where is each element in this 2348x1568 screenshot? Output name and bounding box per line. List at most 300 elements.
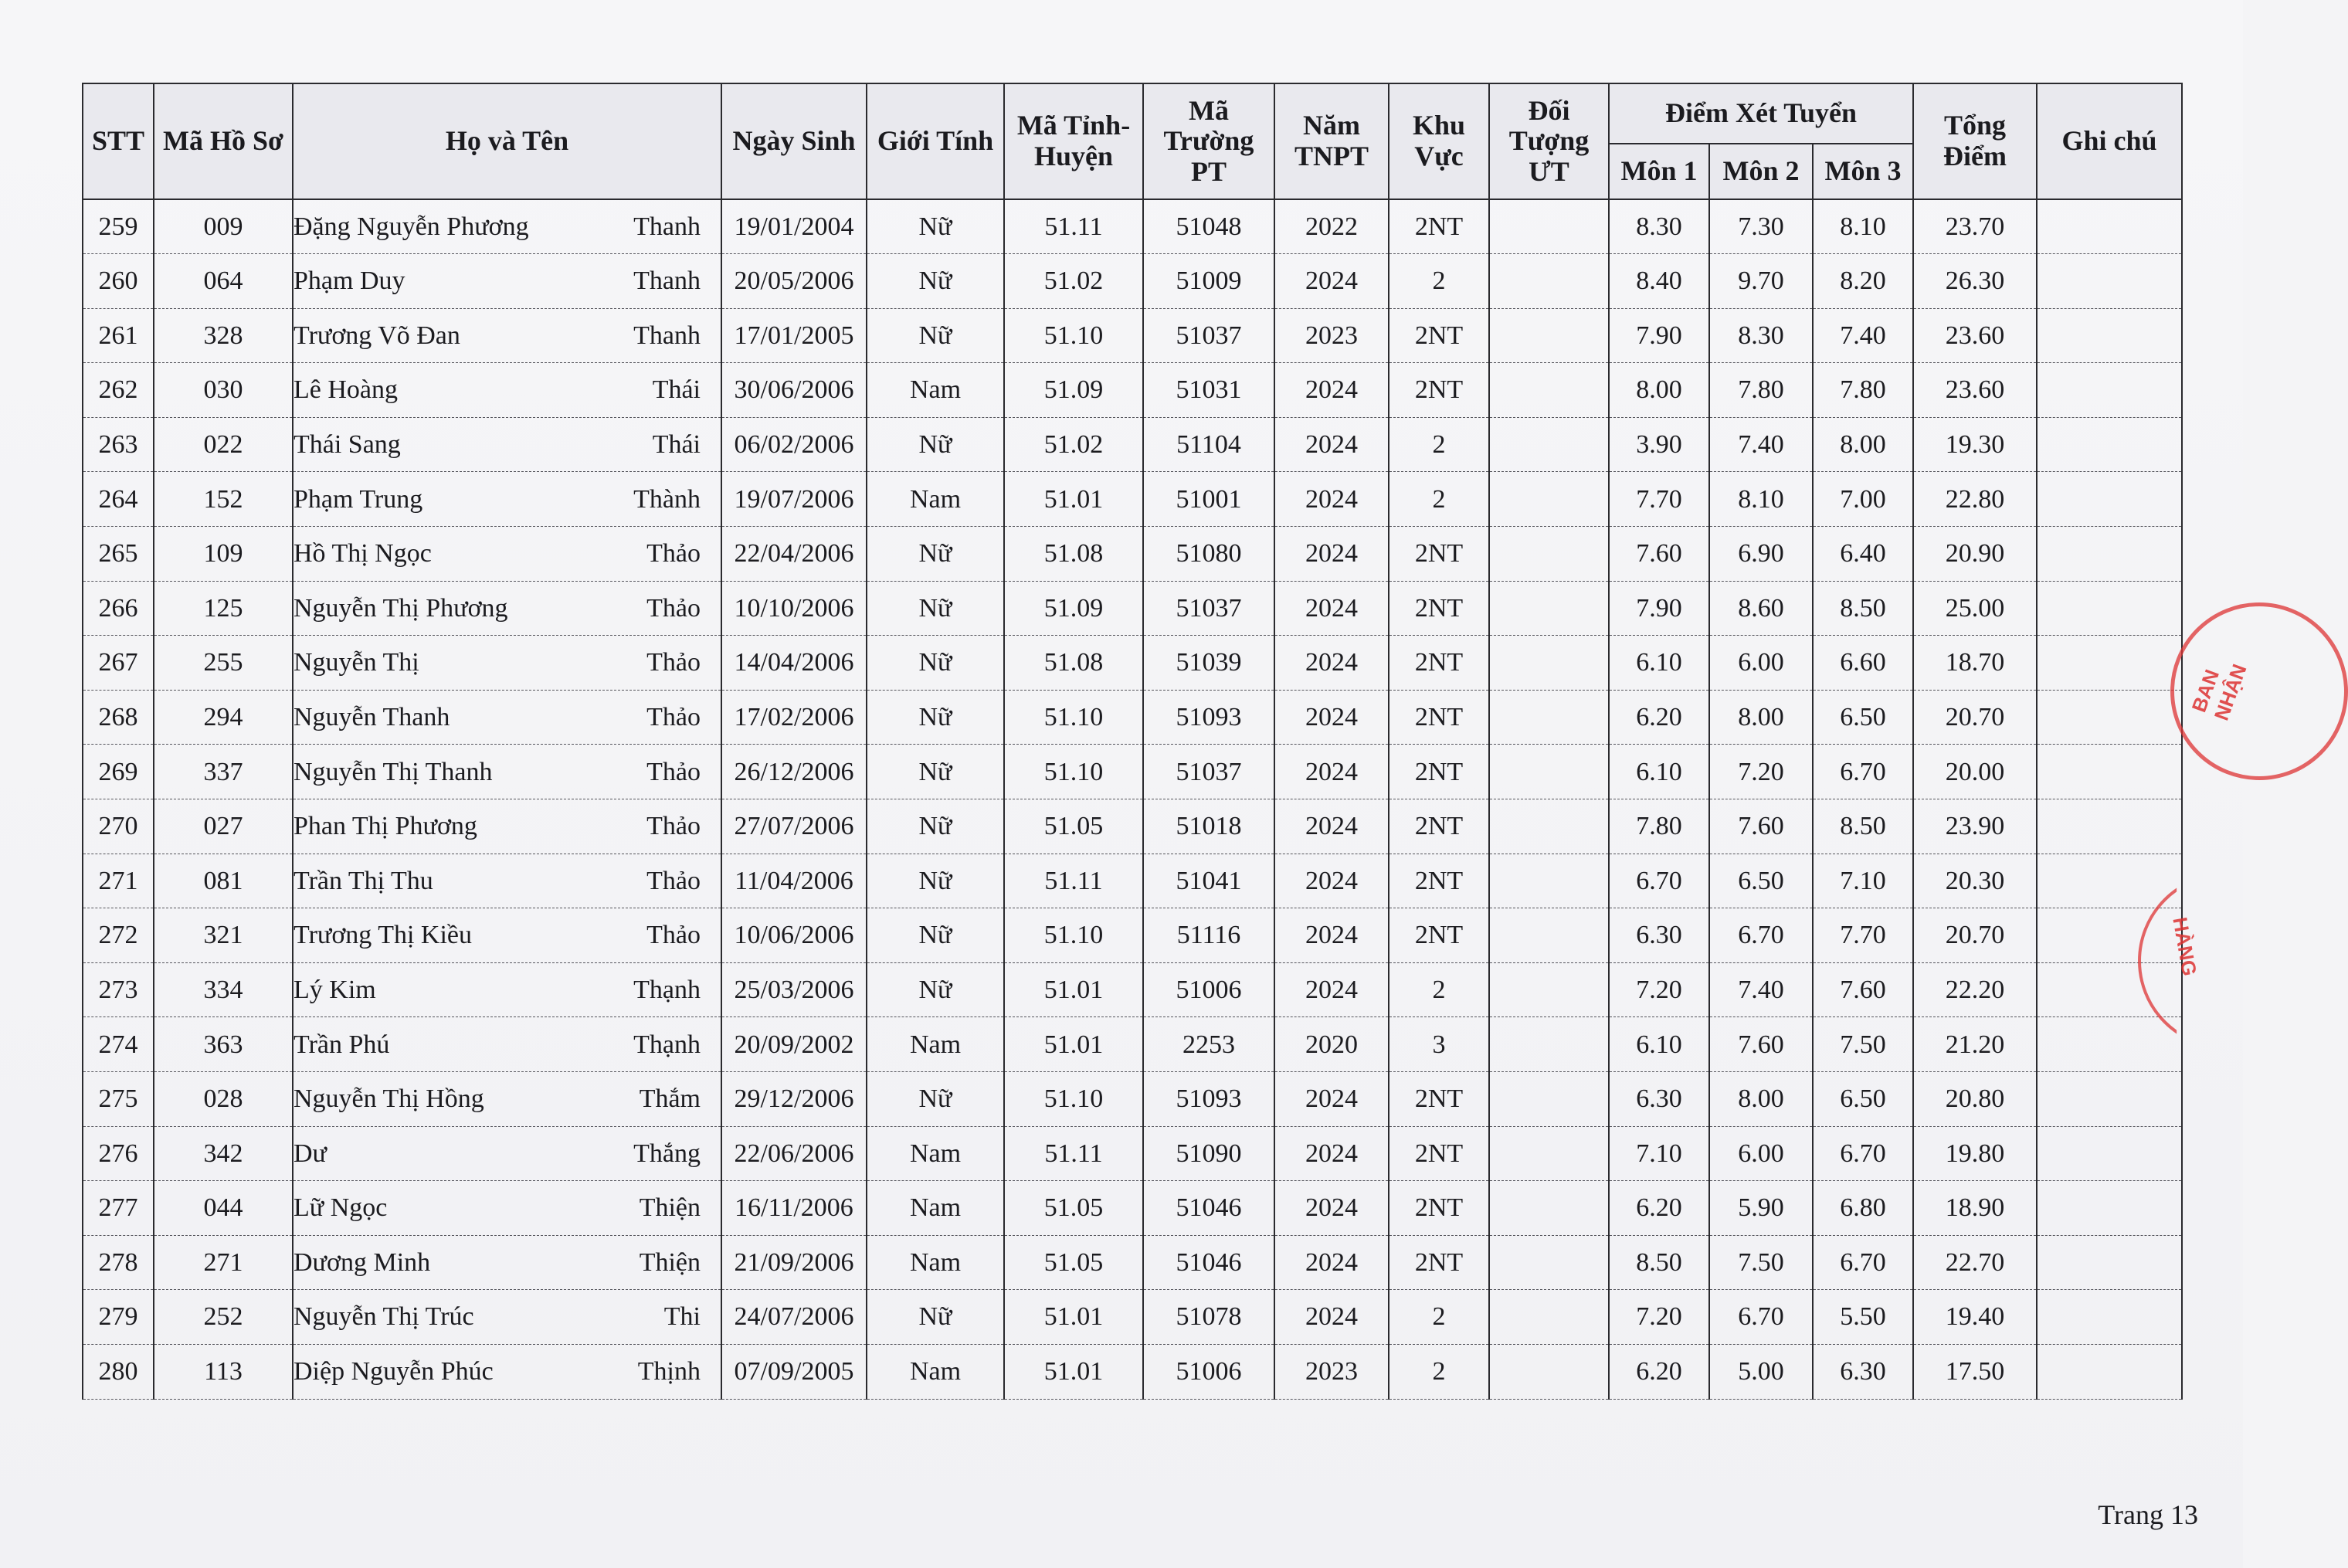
table-row — [83, 962, 2182, 1017]
cell-ngay-sinh: 11/04/2006 — [721, 854, 867, 908]
cell-ho-dem: Nguyễn Thị Thanh — [294, 757, 493, 786]
cell-nam-tnpt: 2024 — [1274, 417, 1389, 472]
cell-doi-tuong — [1489, 799, 1609, 854]
cell-khu-vuc: 2 — [1389, 472, 1489, 527]
cell-ho-va-ten — [293, 254, 721, 309]
cell-stt: 274 — [83, 1017, 154, 1072]
table-row — [83, 1126, 2182, 1181]
cell-ngay-sinh: 25/03/2006 — [721, 962, 867, 1017]
cell-khu-vuc: 2NT — [1389, 199, 1489, 254]
cell-khu-vuc: 2NT — [1389, 1181, 1489, 1236]
cell-ho-dem: Dư — [294, 1139, 327, 1168]
cell-ma-tinh-huyen: 51.08 — [1004, 636, 1143, 691]
cell-stt: 271 — [83, 854, 154, 908]
cell-ma-tinh-huyen: 51.01 — [1004, 1017, 1143, 1072]
cell-doi-tuong — [1489, 908, 1609, 963]
cell-mon-1: 8.50 — [1609, 1235, 1709, 1290]
cell-gioi-tinh: Nữ — [867, 581, 1004, 636]
cell-tong-diem: 25.00 — [1913, 581, 2037, 636]
stamp-text-2: HÀNG — [2168, 915, 2202, 978]
cell-mon-3: 8.50 — [1813, 799, 1913, 854]
cell-gioi-tinh: Nữ — [867, 854, 1004, 908]
cell-doi-tuong — [1489, 417, 1609, 472]
cell-ho-va-ten — [293, 854, 721, 908]
table-row — [83, 690, 2182, 745]
cell-ghi-chu — [2037, 745, 2182, 799]
cell-ten: Thảo — [646, 593, 701, 623]
cell-tong-diem: 20.00 — [1913, 745, 2037, 799]
cell-mon-3: 6.70 — [1813, 745, 1913, 799]
cell-ho-va-ten — [293, 908, 721, 963]
cell-ma-ho-so: 044 — [154, 1181, 293, 1236]
cell-mon-3: 7.70 — [1813, 908, 1913, 963]
cell-ma-truong: 51046 — [1143, 1235, 1274, 1290]
header-gioi-tinh: Giới Tính — [867, 83, 1004, 199]
cell-ten: Thái — [652, 429, 701, 459]
cell-ho-dem: Thái Sang — [294, 429, 401, 459]
cell-ma-ho-so: 081 — [154, 854, 293, 908]
cell-mon-1: 7.90 — [1609, 308, 1709, 363]
cell-khu-vuc: 2 — [1389, 417, 1489, 472]
cell-ho-va-ten — [293, 745, 721, 799]
header-tong-diem: Tổng Điểm — [1913, 83, 2037, 199]
cell-ho-dem: Nguyễn Thị Phương — [294, 593, 508, 623]
table-row — [83, 417, 2182, 472]
cell-khu-vuc: 2NT — [1389, 1072, 1489, 1127]
cell-gioi-tinh: Nữ — [867, 745, 1004, 799]
cell-mon-3: 7.50 — [1813, 1017, 1913, 1072]
cell-mon-1: 7.10 — [1609, 1126, 1709, 1181]
cell-mon-3: 6.50 — [1813, 690, 1913, 745]
cell-khu-vuc: 2NT — [1389, 690, 1489, 745]
cell-ma-tinh-huyen: 51.10 — [1004, 308, 1143, 363]
cell-doi-tuong — [1489, 745, 1609, 799]
cell-doi-tuong — [1489, 1290, 1609, 1345]
cell-mon-3: 7.00 — [1813, 472, 1913, 527]
cell-tong-diem: 23.70 — [1913, 199, 2037, 254]
cell-ho-va-ten — [293, 1126, 721, 1181]
cell-ten: Thịnh — [637, 1357, 701, 1386]
cell-mon-2: 7.20 — [1709, 745, 1813, 799]
cell-mon-1: 6.10 — [1609, 745, 1709, 799]
cell-stt: 280 — [83, 1344, 154, 1399]
table-row — [83, 254, 2182, 309]
cell-ma-ho-so: 271 — [154, 1235, 293, 1290]
cell-mon-2: 7.80 — [1709, 363, 1813, 418]
cell-ma-tinh-huyen: 51.02 — [1004, 254, 1143, 309]
cell-mon-1: 6.20 — [1609, 1344, 1709, 1399]
cell-khu-vuc: 2NT — [1389, 581, 1489, 636]
cell-tong-diem: 22.20 — [1913, 962, 2037, 1017]
cell-ma-tinh-huyen: 51.09 — [1004, 581, 1143, 636]
cell-mon-1: 6.10 — [1609, 1017, 1709, 1072]
cell-ma-truong: 51018 — [1143, 799, 1274, 854]
cell-ma-ho-so: 027 — [154, 799, 293, 854]
cell-stt: 261 — [83, 308, 154, 363]
cell-tong-diem: 23.60 — [1913, 363, 2037, 418]
cell-ngay-sinh: 07/09/2005 — [721, 1344, 867, 1399]
cell-mon-2: 8.30 — [1709, 308, 1813, 363]
cell-mon-2: 5.90 — [1709, 1181, 1813, 1236]
cell-ho-dem: Lý Kim — [294, 975, 376, 1004]
cell-khu-vuc: 2NT — [1389, 854, 1489, 908]
table-row — [83, 1017, 2182, 1072]
cell-ho-va-ten — [293, 1235, 721, 1290]
table-row — [83, 1181, 2182, 1236]
table-row — [83, 799, 2182, 854]
cell-khu-vuc: 2NT — [1389, 745, 1489, 799]
cell-ngay-sinh: 19/01/2004 — [721, 199, 867, 254]
cell-gioi-tinh: Nữ — [867, 199, 1004, 254]
cell-gioi-tinh: Nam — [867, 1126, 1004, 1181]
table-row — [83, 745, 2182, 799]
cell-stt: 275 — [83, 1072, 154, 1127]
cell-ngay-sinh: 16/11/2006 — [721, 1181, 867, 1236]
cell-ghi-chu — [2037, 854, 2182, 908]
cell-ma-ho-so: 328 — [154, 308, 293, 363]
cell-ho-va-ten — [293, 417, 721, 472]
cell-ma-tinh-huyen: 51.10 — [1004, 1072, 1143, 1127]
cell-nam-tnpt: 2023 — [1274, 308, 1389, 363]
cell-stt: 277 — [83, 1181, 154, 1236]
cell-mon-3: 6.80 — [1813, 1181, 1913, 1236]
cell-ho-dem: Diệp Nguyễn Phúc — [294, 1357, 494, 1386]
cell-ma-ho-so: 152 — [154, 472, 293, 527]
cell-ma-ho-so: 125 — [154, 581, 293, 636]
cell-ghi-chu — [2037, 799, 2182, 854]
cell-gioi-tinh: Nữ — [867, 908, 1004, 963]
cell-ma-tinh-huyen: 51.10 — [1004, 745, 1143, 799]
cell-mon-3: 8.50 — [1813, 581, 1913, 636]
cell-ma-truong: 51039 — [1143, 636, 1274, 691]
cell-ho-dem: Lữ Ngọc — [294, 1193, 388, 1223]
cell-nam-tnpt: 2024 — [1274, 799, 1389, 854]
cell-mon-2: 6.70 — [1709, 908, 1813, 963]
cell-ngay-sinh: 26/12/2006 — [721, 745, 867, 799]
cell-ghi-chu — [2037, 1181, 2182, 1236]
cell-mon-2: 7.60 — [1709, 1017, 1813, 1072]
cell-ghi-chu — [2037, 1126, 2182, 1181]
cell-nam-tnpt: 2024 — [1274, 962, 1389, 1017]
cell-ten: Thắm — [639, 1084, 701, 1114]
cell-stt: 263 — [83, 417, 154, 472]
red-seal-stamp-partial — [2138, 873, 2314, 1049]
cell-ho-dem: Phạm Trung — [294, 484, 423, 514]
cell-mon-3: 7.60 — [1813, 962, 1913, 1017]
cell-ngay-sinh: 29/12/2006 — [721, 1072, 867, 1127]
cell-khu-vuc: 2NT — [1389, 1126, 1489, 1181]
cell-ho-dem: Trương Thị Kiều — [294, 921, 472, 950]
cell-ghi-chu — [2037, 690, 2182, 745]
cell-mon-1: 7.60 — [1609, 527, 1709, 582]
cell-ma-tinh-huyen: 51.05 — [1004, 799, 1143, 854]
cell-khu-vuc: 2NT — [1389, 1235, 1489, 1290]
cell-nam-tnpt: 2024 — [1274, 1290, 1389, 1345]
cell-khu-vuc: 2NT — [1389, 527, 1489, 582]
table-row — [83, 527, 2182, 582]
cell-gioi-tinh: Nữ — [867, 1290, 1004, 1345]
cell-ngay-sinh: 27/07/2006 — [721, 799, 867, 854]
cell-ma-truong: 2253 — [1143, 1017, 1274, 1072]
header-mon-1: Môn 1 — [1609, 144, 1709, 199]
cell-ma-truong: 51006 — [1143, 962, 1274, 1017]
table-row — [83, 363, 2182, 418]
cell-ma-tinh-huyen: 51.02 — [1004, 417, 1143, 472]
cell-mon-1: 6.10 — [1609, 636, 1709, 691]
cell-ghi-chu — [2037, 254, 2182, 309]
cell-ten: Thảo — [646, 539, 701, 568]
cell-ma-truong: 51080 — [1143, 527, 1274, 582]
cell-ho-dem: Trương Võ Đan — [294, 321, 460, 350]
cell-nam-tnpt: 2024 — [1274, 745, 1389, 799]
cell-mon-2: 8.00 — [1709, 690, 1813, 745]
cell-nam-tnpt: 2024 — [1274, 1181, 1389, 1236]
cell-ghi-chu — [2037, 636, 2182, 691]
cell-khu-vuc: 2NT — [1389, 363, 1489, 418]
cell-ma-truong: 51037 — [1143, 308, 1274, 363]
cell-ma-tinh-huyen: 51.10 — [1004, 908, 1143, 963]
cell-stt: 260 — [83, 254, 154, 309]
header-ma-ho-so: Mã Hồ Sơ — [154, 83, 293, 199]
cell-stt: 270 — [83, 799, 154, 854]
cell-khu-vuc: 2 — [1389, 962, 1489, 1017]
cell-stt: 272 — [83, 908, 154, 963]
cell-ghi-chu — [2037, 308, 2182, 363]
cell-ngay-sinh: 14/04/2006 — [721, 636, 867, 691]
cell-nam-tnpt: 2024 — [1274, 1126, 1389, 1181]
cell-ma-ho-so: 255 — [154, 636, 293, 691]
cell-khu-vuc: 2NT — [1389, 908, 1489, 963]
cell-nam-tnpt: 2020 — [1274, 1017, 1389, 1072]
cell-mon-1: 7.20 — [1609, 962, 1709, 1017]
table-row — [83, 854, 2182, 908]
cell-ten: Thái — [652, 375, 701, 405]
cell-ngay-sinh: 20/05/2006 — [721, 254, 867, 309]
cell-ma-truong: 51116 — [1143, 908, 1274, 963]
cell-mon-3: 6.70 — [1813, 1235, 1913, 1290]
cell-gioi-tinh: Nữ — [867, 690, 1004, 745]
cell-stt: 259 — [83, 199, 154, 254]
cell-doi-tuong — [1489, 1017, 1609, 1072]
cell-mon-2: 8.00 — [1709, 1072, 1813, 1127]
cell-ten: Thanh — [633, 212, 701, 241]
cell-ma-ho-so: 294 — [154, 690, 293, 745]
header-diem-xet-tuyen: Điểm Xét Tuyển — [1609, 83, 1913, 144]
cell-ghi-chu — [2037, 472, 2182, 527]
cell-gioi-tinh: Nam — [867, 1017, 1004, 1072]
cell-ghi-chu — [2037, 199, 2182, 254]
cell-mon-3: 6.50 — [1813, 1072, 1913, 1127]
cell-ten: Thảo — [646, 812, 701, 841]
cell-ngay-sinh: 24/07/2006 — [721, 1290, 867, 1345]
cell-mon-1: 7.20 — [1609, 1290, 1709, 1345]
cell-gioi-tinh: Nam — [867, 472, 1004, 527]
cell-doi-tuong — [1489, 527, 1609, 582]
cell-ma-tinh-huyen: 51.05 — [1004, 1181, 1143, 1236]
cell-ma-tinh-huyen: 51.05 — [1004, 1235, 1143, 1290]
cell-ngay-sinh: 06/02/2006 — [721, 417, 867, 472]
cell-doi-tuong — [1489, 1181, 1609, 1236]
cell-ten: Thảo — [646, 866, 701, 895]
cell-mon-2: 5.00 — [1709, 1344, 1813, 1399]
cell-ma-truong: 51037 — [1143, 581, 1274, 636]
cell-mon-2: 6.90 — [1709, 527, 1813, 582]
cell-ma-tinh-huyen: 51.10 — [1004, 690, 1143, 745]
cell-mon-1: 6.20 — [1609, 1181, 1709, 1236]
cell-ho-dem: Phan Thị Phương — [294, 812, 477, 841]
cell-ghi-chu — [2037, 1290, 2182, 1345]
cell-gioi-tinh: Nam — [867, 1344, 1004, 1399]
cell-mon-2: 6.00 — [1709, 636, 1813, 691]
cell-ma-ho-so: 028 — [154, 1072, 293, 1127]
cell-doi-tuong — [1489, 363, 1609, 418]
cell-ho-va-ten — [293, 1072, 721, 1127]
cell-doi-tuong — [1489, 581, 1609, 636]
cell-ho-va-ten — [293, 1290, 721, 1345]
cell-khu-vuc: 2NT — [1389, 308, 1489, 363]
cell-ma-truong: 51031 — [1143, 363, 1274, 418]
cell-nam-tnpt: 2024 — [1274, 854, 1389, 908]
table-body — [83, 199, 2182, 1399]
cell-ngay-sinh: 30/06/2006 — [721, 363, 867, 418]
cell-nam-tnpt: 2023 — [1274, 1344, 1389, 1399]
cell-ngay-sinh: 22/04/2006 — [721, 527, 867, 582]
cell-ten: Thanh — [633, 266, 701, 296]
cell-stt: 262 — [83, 363, 154, 418]
cell-doi-tuong — [1489, 962, 1609, 1017]
header-ho-va-ten: Họ và Tên — [293, 83, 721, 199]
cell-ten: Thắng — [633, 1139, 701, 1168]
cell-gioi-tinh: Nữ — [867, 308, 1004, 363]
cell-mon-1: 8.30 — [1609, 199, 1709, 254]
table-row — [83, 581, 2182, 636]
cell-mon-1: 7.70 — [1609, 472, 1709, 527]
cell-doi-tuong — [1489, 1072, 1609, 1127]
cell-khu-vuc: 3 — [1389, 1017, 1489, 1072]
table-row — [83, 199, 2182, 254]
cell-nam-tnpt: 2024 — [1274, 636, 1389, 691]
cell-nam-tnpt: 2024 — [1274, 363, 1389, 418]
cell-khu-vuc: 2 — [1389, 254, 1489, 309]
cell-gioi-tinh: Nữ — [867, 799, 1004, 854]
cell-ho-dem: Đặng Nguyễn Phương — [294, 212, 529, 241]
cell-ten: Thạnh — [633, 975, 701, 1004]
cell-ma-tinh-huyen: 51.01 — [1004, 1290, 1143, 1345]
cell-ngay-sinh: 22/06/2006 — [721, 1126, 867, 1181]
cell-nam-tnpt: 2024 — [1274, 1235, 1389, 1290]
cell-ho-va-ten — [293, 799, 721, 854]
cell-ma-tinh-huyen: 51.11 — [1004, 199, 1143, 254]
cell-ma-truong: 51090 — [1143, 1126, 1274, 1181]
cell-gioi-tinh: Nam — [867, 363, 1004, 418]
cell-ma-ho-so: 252 — [154, 1290, 293, 1345]
cell-ma-tinh-huyen: 51.01 — [1004, 1344, 1143, 1399]
cell-stt: 265 — [83, 527, 154, 582]
cell-ma-truong: 51078 — [1143, 1290, 1274, 1345]
cell-tong-diem: 19.80 — [1913, 1126, 2037, 1181]
cell-tong-diem: 19.40 — [1913, 1290, 2037, 1345]
cell-mon-1: 6.30 — [1609, 908, 1709, 963]
cell-gioi-tinh: Nữ — [867, 636, 1004, 691]
cell-nam-tnpt: 2024 — [1274, 581, 1389, 636]
cell-nam-tnpt: 2024 — [1274, 254, 1389, 309]
cell-mon-2: 6.70 — [1709, 1290, 1813, 1345]
cell-gioi-tinh: Nữ — [867, 962, 1004, 1017]
cell-ma-tinh-huyen: 51.01 — [1004, 472, 1143, 527]
cell-ma-truong: 51006 — [1143, 1344, 1274, 1399]
cell-stt: 264 — [83, 472, 154, 527]
table-row — [83, 636, 2182, 691]
cell-mon-1: 6.30 — [1609, 1072, 1709, 1127]
cell-khu-vuc: 2 — [1389, 1344, 1489, 1399]
cell-ma-ho-so: 109 — [154, 527, 293, 582]
cell-tong-diem: 21.20 — [1913, 1017, 2037, 1072]
cell-ma-ho-so: 113 — [154, 1344, 293, 1399]
cell-doi-tuong — [1489, 690, 1609, 745]
cell-ghi-chu — [2037, 527, 2182, 582]
cell-ngay-sinh: 17/01/2005 — [721, 308, 867, 363]
cell-mon-3: 8.10 — [1813, 199, 1913, 254]
cell-ma-tinh-huyen: 51.01 — [1004, 962, 1143, 1017]
table-row — [83, 1235, 2182, 1290]
cell-tong-diem: 22.80 — [1913, 472, 2037, 527]
cell-mon-1: 6.20 — [1609, 690, 1709, 745]
cell-doi-tuong — [1489, 636, 1609, 691]
cell-tong-diem: 23.60 — [1913, 308, 2037, 363]
cell-doi-tuong — [1489, 308, 1609, 363]
cell-nam-tnpt: 2022 — [1274, 199, 1389, 254]
cell-ho-dem: Nguyễn Thị Hồng — [294, 1084, 484, 1114]
cell-doi-tuong — [1489, 472, 1609, 527]
cell-ten: Thảo — [646, 757, 701, 786]
cell-doi-tuong — [1489, 199, 1609, 254]
cell-ghi-chu — [2037, 417, 2182, 472]
table-row — [83, 908, 2182, 963]
stamp-text: BAN NHẬN — [2187, 660, 2251, 724]
cell-nam-tnpt: 2024 — [1274, 472, 1389, 527]
cell-ho-dem: Trần Thị Thu — [294, 866, 433, 895]
cell-tong-diem: 22.70 — [1913, 1235, 2037, 1290]
cell-gioi-tinh: Nữ — [867, 527, 1004, 582]
cell-nam-tnpt: 2024 — [1274, 908, 1389, 963]
cell-ngay-sinh: 21/09/2006 — [721, 1235, 867, 1290]
cell-tong-diem: 20.30 — [1913, 854, 2037, 908]
cell-tong-diem: 20.70 — [1913, 690, 2037, 745]
cell-stt: 268 — [83, 690, 154, 745]
cell-ngay-sinh: 20/09/2002 — [721, 1017, 867, 1072]
header-ngay-sinh: Ngày Sinh — [721, 83, 867, 199]
cell-ten: Thi — [663, 1302, 701, 1332]
cell-ma-ho-so: 321 — [154, 908, 293, 963]
table-row — [83, 308, 2182, 363]
cell-ho-va-ten — [293, 472, 721, 527]
header-ma-truong: Mã Trường PT — [1143, 83, 1274, 199]
cell-mon-2: 8.60 — [1709, 581, 1813, 636]
cell-mon-2: 7.40 — [1709, 962, 1813, 1017]
cell-ma-truong: 51048 — [1143, 199, 1274, 254]
header-ma-tinh-huyen: Mã Tỉnh-Huyện — [1004, 83, 1143, 199]
cell-tong-diem: 20.90 — [1913, 527, 2037, 582]
cell-doi-tuong — [1489, 854, 1609, 908]
cell-ngay-sinh: 10/06/2006 — [721, 908, 867, 963]
cell-tong-diem: 18.90 — [1913, 1181, 2037, 1236]
admission-score-table — [82, 83, 2183, 1400]
cell-mon-1: 8.00 — [1609, 363, 1709, 418]
cell-ma-tinh-huyen: 51.08 — [1004, 527, 1143, 582]
cell-mon-3: 5.50 — [1813, 1290, 1913, 1345]
cell-ma-truong: 51093 — [1143, 1072, 1274, 1127]
cell-ten: Thảo — [646, 702, 701, 731]
